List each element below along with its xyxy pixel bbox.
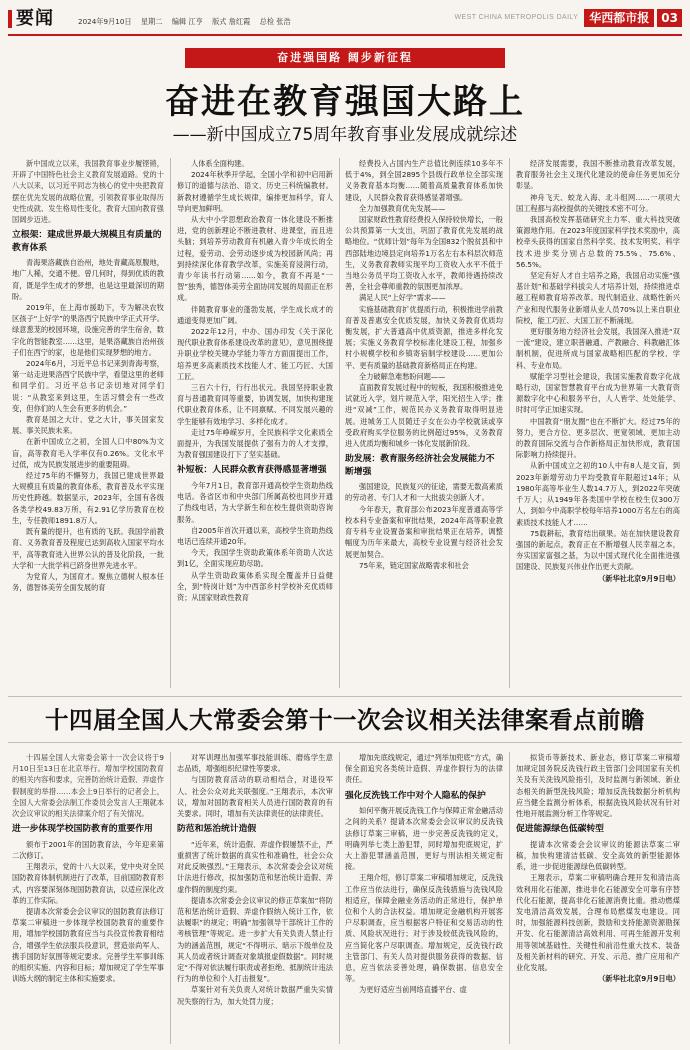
article1-column-1 [12,158,164,690]
paragraph: 更好服务地方经济社会发展，我国深入推进“双一流”建设，建立职普融通、产教融合、科教融汇体制机制，促进所成与国家战略相匹配的学校、学科、专业布局。 [516,327,680,370]
paragraph: 赋能学习型社会建设，我国实施教育数字化战略行动，国家智慧教育平台成为世界第一大教育资源数字化中心和服务平台，人人皆学、处处能学、时时可学正加速实现。 [516,371,680,415]
issue-weekday: 星期二 [140,17,163,26]
paragraph: 青海果洛藏族自治州，地处青藏高原腹地，地广人稀，交通不便。曾几何时，得到优质的教育，既是学生成才的梦想，也是这里最深切的期盼。 [12,258,164,301]
paragraph: 王翔介绍，修订草案二审稿增加规定，反洗钱工作应当依法进行，确保反洗钱措施与洗钱风险相适应，保障金融业务活动的正常进行，保护单位和个人的合法权益。增加规定金融机构开展客户尽职调查，应当根据客户特征和交易活动的性质、风险状况进行；对于涉及较低洗钱风险的，应当简化客户尽职调查。增加规定，反洗钱行政主管部门、有关人员对提供服务获得的数据、信息，应当依法妥善处理，确保数据、信息安全等。 [345,873,503,984]
article1-column-2 [177,158,333,690]
paragraph: 经济发展需要，我国不断推动教育改革发展，教育服务社会主义现代化建设的使命任务更加充分彰显。 [516,159,680,191]
paragraph: 2024年秋季开学起，全国小学和初中启用新修订的道德与法治、语文、历史三科统编教材。新教材遵循学生成长规律，编排更加科学，育人导向更加鲜明。 [177,170,333,213]
paragraph: 增加先底线规定，通过“列举加兜底”方式，确保全面追究各类统计造假、弄虚作假行为的法律责任。 [345,753,503,785]
paragraph: 实施基础教育扩优提质行动，积极推进学前教育普及普惠安全优质发展，加快义务教育优质均衡发展，扩大普通高中优质资源，推进多样化发展；实施义务教育学校标准化建设工程，加强乡村小规模学校和乡镇寄宿制学校建设……更加公平、更有质量的基础教育新格局正在构建。 [345,304,503,370]
paragraph: 人体系全面构建。 [191,159,249,168]
editor-credit: 编辑 江亨 [171,17,203,26]
paragraph: 王翔表示，草案二审稿明确合理开发和清洁高效利用化石能源，推进非化石能源安全可靠有序替代化石能源，提高非化石能源消费比重。推动燃煤发电清洁高效发展，合理布局燃煤发电建设。同时，加强能源科技创新，鼓励和支持能源资源勘探开发、化石能源清洁高效利用、可再生能源开发利用等领域基础性、关键性和前沿性重大技术、装备及相关新材料的研究、开发、示范、推广应用和产业化发展。 [516,873,680,972]
section-marker [8,10,12,28]
paragraph: 提请本次常委会会议审议的国防教育法修订草案二审稿进一步体现学校国防教育的重要作用，增加学校国防教育应当与兵役宣传教育相结合，增强学生依法服兵役意识，营造崇尚军人、携手国防好氛围等规定要求。完善学生军事训练的组织实施、内容和目标；增加规定了学生军事训练大纲的制定主体和实施要求。 [12,906,164,984]
paragraph: 王翔表示，党的十八大以来，党中央对全民国防教育体制机制进行了改革，目前国防教育形式，内容要深刻体现国防教育法，以适应深化改革的工作实际。 [12,862,164,905]
paragraph: 神舟飞天、蛟龙入海、北斗组网……一项项大国工程都与高校提供的关键技术密不可分。 [516,192,680,213]
brand-english-name: WEST CHINA METROPOLIS DAILY [454,14,579,22]
paragraph: 既有量的提升，也有质的飞跃。我国学前教育、义务教育普及程度已达到高收入国家平均水平，高等教育进入世界公认的普及化阶段，一批大学和一大批学科已跻身世界先进水平。 [12,527,164,570]
article2-column-4 [516,752,680,1046]
article-subheadline: ——新中国成立75周年教育事业发展成就综述 [172,125,518,145]
section-header [8,8,54,30]
section-heading: 促进能源绿色低碳转型 [516,824,604,835]
brand-logo: 华西都市报 [584,9,654,27]
article-dateline: （新华社北京9月9日电） [598,974,680,984]
series-banner: 奋进强国路 阔步新征程 [185,48,505,68]
brand-block [455,7,682,29]
paragraph: 2022年12月，中办、国办印发《关于深化现代职业教育体系建设改革的意见》，意见围绕提升职业学校关键办学能力等方方面面提出工作，培养更多高素质技术技能人才、能工巧匠、大国工匠。 [177,327,333,381]
column-divider [170,158,171,688]
designer-credit: 版式 詹红霞 [212,17,251,26]
paragraph: 经费投入占国内生产总值比例连续10多年不低于4%，到全国2895个县级行政单位全部实现义务教育基本均衡……随着高质量教育体系加快建设，人民群众教育获得感显著增强。 [345,159,503,202]
paragraph: 从学生资助政策体系实现全覆盖并日益健全，到“特岗计划”为中西部乡村学校补充优质师资；从国家财政性教育 [177,570,333,603]
article1-column-3 [345,158,503,690]
paragraph: 今年春天，教育部公布2023年度普通高等学校本科专业备案和审批结果，2024年高等职业教育专科专业设置备案和审批结果正在培养，调整幅度为历年来最大，高校专业设置与经济社会发展更加契合。 [345,504,503,559]
paragraph: 颁布于2001年的国防教育法，今年迎来第二次修订。 [12,839,164,860]
article2-column-3 [345,752,503,1046]
paragraph: 国家财政性教育经费投入保持较快增长，一般公共预算第一大支出，巩固了教育优先发展的战略地位。“优师计划”每年为全国832个脱贫县和中西部陆地边境县定向培养1万名左右本科层次师范生，义务教育教师实现平均工资收入水平不低于当地公务员平均工资收入水平，教师待遇持续改善，全社会尊师重教的氛围更加浓厚。 [345,215,503,292]
section-heading: 防范和惩治统计造假 [177,824,257,835]
article-dateline: （新华社北京9月9日电） [598,573,680,583]
article-separator [8,696,682,697]
paragraph: 今年7月1日，教育部开通高校学生资助热线电话。各省区市和中央部门所属高校也同步开通了热线电话，为大学新生和在校生提供资助咨询服务。 [177,480,333,524]
article2-column-2 [177,752,333,1046]
paragraph: 对军训理出加强军事技能训练、磨炼学生意志品质，增强组织纪律性等要求。 [177,753,333,774]
paragraph: 直面教育发展过程中的短板，我国积极推进免试就近入学，划片规范入学，阳光招生入学；推进“双减”工作，规范民办义务教育取得明显进展。进城务工人员随迁子女在公办学校就读或享受政府购买学位服务的比例超过95%，义务教育进入优质均衡和城乡一体化发展新阶段。 [345,383,503,449]
article-intro: 新中国成立以来，我国教育事业步履铿锵，开辟了中国特色社会主义教育发展道路。党的十八大以来，以习近平同志为核心的党中央把教育摆在优先发展的战略位置，引领教育事业取得历史性成就、发生格局性变化，教育大国向教育强国阔步迈进。 [12,159,164,225]
paragraph: 伴随教育事业的蓬勃发展，学生成长成才的通道变得更加广阔。 [177,304,333,325]
paragraph: 走过75年峥嵘岁月，全民族科学文化素质全面提升，为我国发展提供了强有力的人才支撑，为教育强国建设打下了坚实基础。 [177,427,333,460]
issue-info [78,16,298,27]
paragraph: 坚定有好人才自主培养之路，我国启动实施“强基计划”和基础学科拔尖人才培养计划，持续推进卓越工程师教育培养改革。现代制造业、战略性新兴产业和现代服务业新增从业人员70%以上来自职业院校，能工巧匠、大国工匠不断涌现。 [516,271,680,325]
article-headline: 奋进在教育强国大路上 [165,82,525,122]
paragraph: 75载耕耘，教育结出硕果。站在加快建设教育强国的新起点，教育正在不断增强人民幸福之本，夯实国家富强之基，为以中国式现代化全面推进强国建设、民族复兴伟业作出更大贡献。 [516,528,680,572]
paragraph: 中国教育“朋友圈”也在不断扩大。经过75年的努力，更合方位、更多层次、更宽领域、更加主动的教育国际交流与合作新格局正加快形成，教育国际影响力持续提升。 [516,416,680,460]
paragraph: 今天，我国学生资助政策体系年资助人次达到1亿，全面实现应助尽助。 [177,548,333,569]
proofreader-credit: 总检 张浩 [259,17,291,26]
column-divider [509,752,510,1044]
paragraph: 草案针对有关负责人对统计数据严重失实情况失察的行为，加大处罚力度； [177,985,333,1006]
paragraph: 如何平衡开展反洗钱工作与保障正常金融活动之间的关系？提请本次常委会会议审议的反洗钱法修订草案三审稿，进一步完善反洗钱的定义，明确列举七类上游犯罪，同时增加兜底规定，扩大上游犯罪涵盖范围，更好与刑法相关规定衔接。 [345,806,503,872]
column-divider [509,158,510,688]
paragraph: 我国高校发挥基础研究主力军、重大科技突破策源地作用。在2023年度国家科学技术奖励中，高校牵头获得的国家自然科学奖、技术发明奖、科学技术进步奖分别占总数的75.5%、75.6%、56.5%。 [516,215,680,269]
issue-date: 2024年9月10日 [78,17,132,26]
paragraph: 75年来，链定国家战略需求和社会 [359,560,469,570]
paragraph: 提请本次常委会会议审议的能源法草案二审稿，加快构建清洁低碳、安全高效的新型能源体系，进一步促进能源绿色低碳转型。 [516,839,680,872]
article-intro: 十四届全国人大常委会第十一次会议将于9月10日至13日在北京举行。增加学校国防教育的相关内容和要求，完善防治统计造假、弄虚作假制度的举措……本会上9日举行的记者会上，全国人大常委会法制工作委员会发言人王翔就本次会议审议的相关法律案介绍了有关情况。 [12,753,164,819]
column-divider [170,752,171,1044]
paragraph: 教育是国之大计、党之大计，事关国家发展、事关民族未来。 [12,415,164,436]
paragraph: “近年来，统计造假、弄虚作假屡禁不止，严重损害了统计数据的真实性和准确性，社会公众对此反映强烈。”王翔表示，本次常委会会议对统计法进行修改，拟加强防范和惩治统计造假、弄虚作假的制度约束。 [177,839,333,894]
page-number: 03 [657,9,682,27]
paragraph: 为更好适应当前网络直播平台、虚 [359,985,467,995]
article1-column-4 [516,158,680,690]
column-divider [339,752,340,1044]
paragraph: 提请本次常委会会议审议的修正草案加“将防范和惩治统计造假、弄虚作假纳入统计工作，依法履职”的规定；明确“加强领导干部统计工作的考核管理”等规定。进一步扩大有关负责人禁止行为的涵盖范围，规定“不得明示、暗示下级单位及其人员或者统计调查对象填报虚假数据”。同时规定“不得对依法履行职责或者拒绝、抵制统计违法行为的单位和个人打击报复”。 [177,895,333,984]
paragraph: 满足人民“上好学”需求—— [359,293,446,303]
paragraph: 自2005年首次开通以来，高校学生资助热线电话已连续开通20年。 [177,525,333,546]
paragraph: 拟货币等新技术、新业态，修订草案二审稿增加规定国务院反洗钱行政主管部门会同国家有关机关及有关洗钱风险指引，及时监测与新领域、新业态相关的新型洗钱风险；增加反洗钱数据分析机构应当健全监测分析体系，根据洗钱风险状况有针对性地开展监测分析工作等规定。 [516,753,680,819]
paragraph: 在新中国成立之初，全国人口中80%为文盲，高等教育毛入学率仅有0.26%。文化水平过低，成为民族发展进步的重要阻碍。 [12,437,164,469]
section-heading: 强化反洗钱工作中对个人隐私的保护 [345,790,486,801]
masthead [8,3,682,33]
section-heading: 进一步体现学校国防教育的重要作用 [12,824,153,835]
article-separator [8,742,682,743]
paragraph: 强国建设，民族复兴的征途，需要无数高素质的劳动者、专门人才和一大批拔尖创新人才。 [345,482,503,503]
masthead-rule [8,34,682,36]
column-divider [339,158,340,688]
paragraph: 2019年，在上海市援助下，专为解决农牧区孩子“上好学”的果洛西宁民族中学正式开学。绿意葱茏的校园环境，设施完善的学生宿舍，数字化的智能教室……这里，是果洛藏族自治州孩子们在西宁的家，也是他们实现梦想的地方。 [12,303,164,357]
paragraph: 经过75年的不懈努力，我国已建成世界最大规模且有质量的教育体系，教育普及水平实现历史性跨越。数据显示，2023年，全国有各级各类学校49.83万所，有2.91亿学历教育在校生，专任教师1891.8万人。 [12,471,164,525]
section-heading: 立根架：建成世界最大规模且有质量的教育体系 [12,230,162,253]
paragraph: 从新中国成立之初的10人中有8人是文盲，到2023年新增劳动力平均受教育年限超过14年；从1980年高等毕业生人数14.7万人，到2022年突破千万人；从1949年各类国中学校在校生仅300万人，到如今中高职学校每年培养1000万名左右的高素质技术技能人才…… [516,461,680,527]
section-heading: 补短板：人民群众教育获得感显著增强 [177,465,327,476]
paragraph: 全力加强教育优先发展—— [359,203,446,213]
paragraph: 从大中小学思想政治教育一体化建设不断推进，党的创新理论不断进教材、进课堂，而且进头脑；到培养劳动教育有机融入青少年成长的全过程，爱劳动、会劳动逐步成为校园新风尚；再到持续深化体育教学改革，实施美育浸润行动，青少年读书行动第……如今，教育不再是“一智”独秀，德智体美劳全面协同发展的局面正在形成。 [177,215,333,303]
paragraph: 三百六十行，行行出状元。我国坚持职业教育与普通教育同等重要，协调发展，加快构建现代职业教育体系，让不同禀赋、不同发展兴趣的学生能够有效地学习、多样化成才。 [177,383,333,426]
section-name: 要闻 [16,8,54,29]
paragraph: 为党育人，为国育才。聚焦立德树人根本任务，德智体美劳全面发展的育 [12,571,164,593]
paragraph: 与国防教育活动的联动相结合，对退役军人、社会公众对此关联强度。”王翔表示，本次审议，增加对国防教育相关人员进行国防教育的有关要求。同时，增加有关法律责任的法律责任。 [177,775,333,819]
paragraph: 2024年6月，习近平总书记来到青海考察，第一站走进果洛西宁民族中学，看望这里的老师和同学们。习近平总书记亲切地对同学们说：“从教室来到这里，生活习惯会有一些改变，但你们的人生会有更多的机会。” [12,359,164,413]
paragraph: 全力破解急难愁盼问题—— [359,371,446,381]
article2-headline: 十四届全国人大常委会第十一次会议相关法律案看点前瞻 [45,706,645,734]
article2-column-1 [12,752,164,1046]
section-heading: 助发展：教育服务经济社会发展能力不断增强 [345,454,495,477]
